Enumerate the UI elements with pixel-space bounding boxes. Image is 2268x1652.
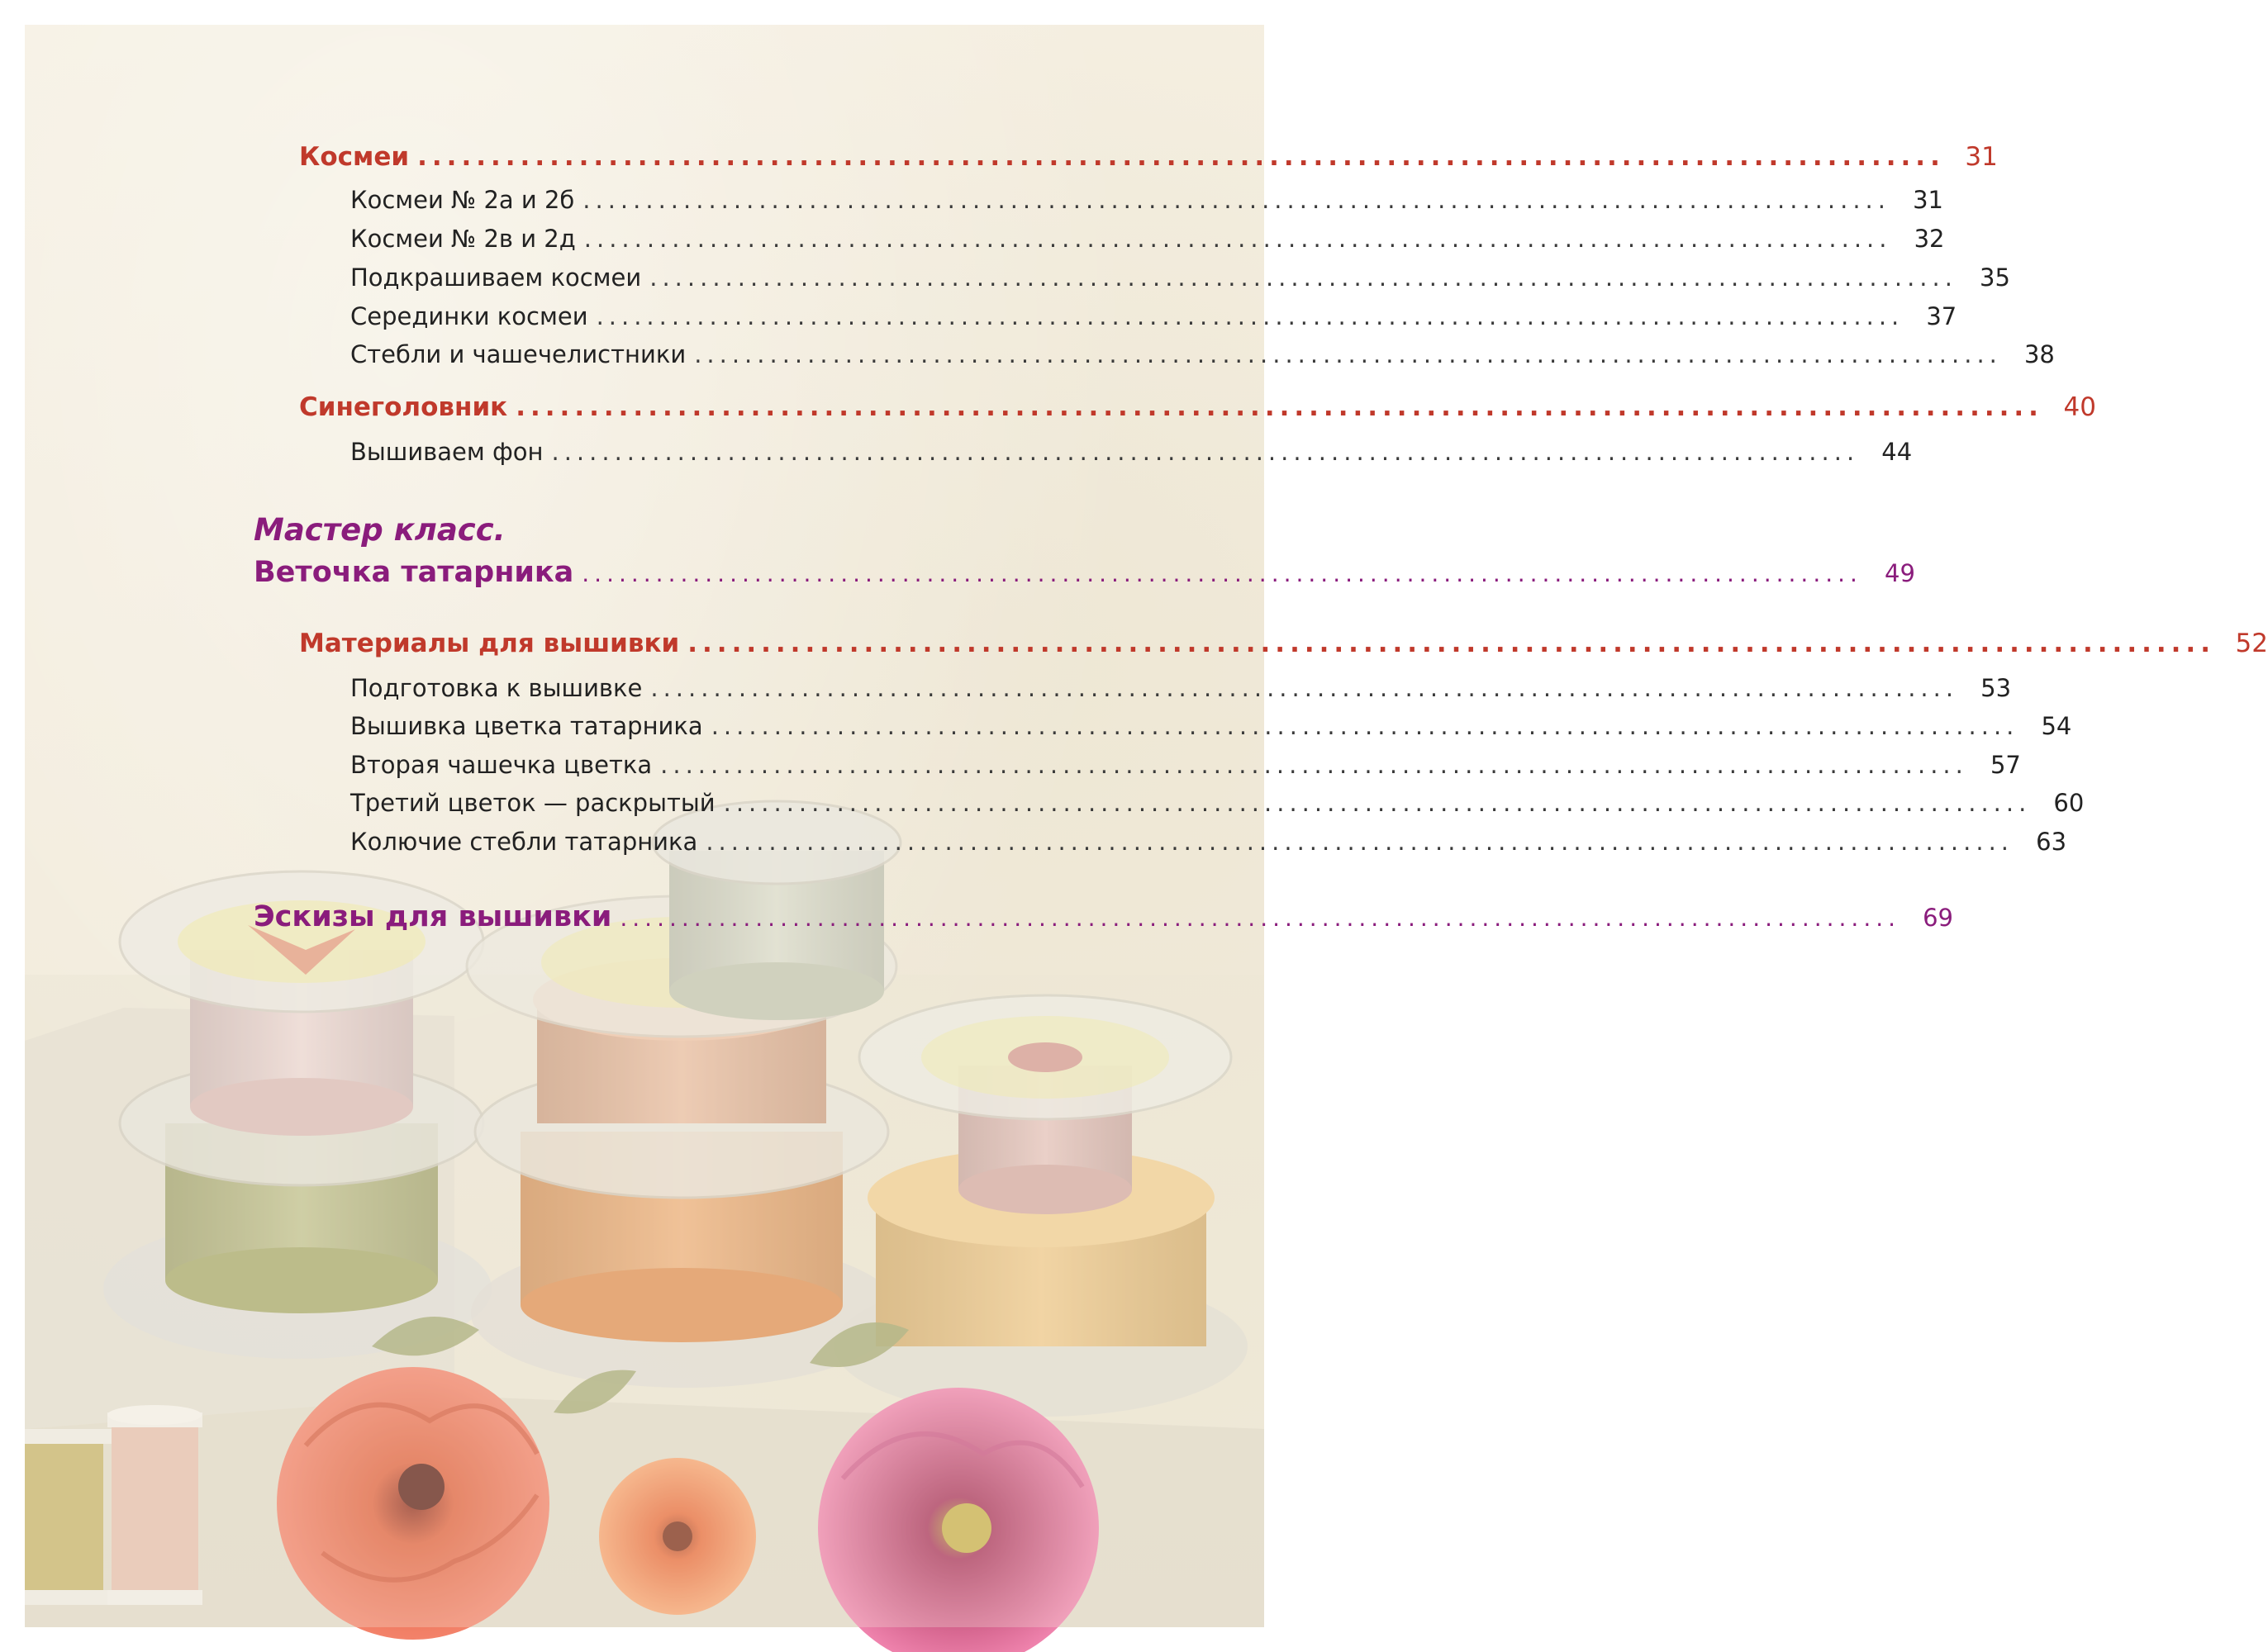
toc-title: Стебли и чашечелистники xyxy=(350,340,687,368)
toc-entry[interactable] xyxy=(350,225,1945,253)
toc-entry[interactable] xyxy=(350,712,2072,740)
toc-page-number: 35 xyxy=(1980,263,2010,292)
toc-entry[interactable] xyxy=(350,263,2010,292)
toc-entry[interactable] xyxy=(350,302,1957,330)
toc-leader: ........................................................................................................ xyxy=(417,142,1945,172)
toc-entry[interactable] xyxy=(299,629,2268,658)
toc-page-number: 54 xyxy=(2041,712,2072,740)
toc-entry[interactable] xyxy=(254,556,1915,589)
toc-entry[interactable] xyxy=(350,751,2021,779)
toc-leader: ........................................................................................................ xyxy=(596,302,1904,330)
toc-title: Космеи № 2а и 2б xyxy=(350,186,575,214)
toc-page-number: 31 xyxy=(1913,186,1943,214)
table-of-contents xyxy=(25,25,2268,1016)
masterclass-kicker: Мастер класс. xyxy=(254,512,506,548)
toc-title: Вторая чашечка цветка xyxy=(350,751,653,779)
toc-page-number: 57 xyxy=(1990,751,2021,779)
toc-entry[interactable] xyxy=(350,789,2085,817)
toc-title: Колючие стебли татарника xyxy=(350,828,698,856)
toc-title: Космеи xyxy=(299,142,410,172)
book-page xyxy=(25,25,2268,1627)
toc-entry[interactable] xyxy=(350,828,2067,856)
toc-entry[interactable] xyxy=(299,392,2096,422)
toc-entry[interactable] xyxy=(350,674,2012,702)
toc-title: Веточка татарника xyxy=(254,556,574,589)
toc-leader: ........................................................................................................ xyxy=(723,789,2032,817)
toc-leader: ........................................................................................................ xyxy=(660,751,1968,779)
toc-page-number: 69 xyxy=(1923,904,1954,932)
toc-page-number: 38 xyxy=(2023,340,2055,368)
toc-leader: ........................................................................................................ xyxy=(582,186,1890,214)
toc-page-number: 53 xyxy=(1980,674,2012,702)
toc-title: Подкрашиваем космеи xyxy=(350,263,642,292)
toc-leader: ........................................................................................................ xyxy=(687,629,2215,658)
toc-leader: ........................................................................................................ xyxy=(706,828,2014,856)
toc-entry[interactable] xyxy=(350,438,1913,466)
toc-page-number: 31 xyxy=(1965,142,1998,172)
toc-leader: ........................................................................................................ xyxy=(650,674,1959,702)
toc-page-number: 63 xyxy=(2036,828,2067,856)
toc-title: Эскизы для вышивки xyxy=(254,900,612,933)
toc-leader: ........................................................................................................ xyxy=(551,438,1860,466)
toc-entry[interactable] xyxy=(350,340,2055,368)
toc-leader: ........................................................................................................ xyxy=(582,560,1862,587)
toc-page-number: 40 xyxy=(2063,392,2096,422)
toc-title: Материалы для вышивки xyxy=(299,629,680,658)
toc-page-number: 32 xyxy=(1914,225,1945,253)
toc-title: Подготовка к вышивке xyxy=(350,674,643,702)
toc-page-number: 44 xyxy=(1881,438,1913,466)
toc-leader: ........................................................................................................ xyxy=(711,712,2019,740)
toc-title: Космеи № 2в и 2д xyxy=(350,225,576,253)
toc-leader: ........................................................................................................ xyxy=(694,340,2002,368)
toc-leader: ........................................................................................................ xyxy=(583,225,1892,253)
toc-title: Вышиваем фон xyxy=(350,438,544,466)
toc-leader: ........................................................................................................ xyxy=(620,904,1901,932)
toc-entry[interactable] xyxy=(254,900,1954,933)
toc-page-number: 37 xyxy=(1926,302,1957,330)
toc-page-number: 49 xyxy=(1885,559,1915,587)
toc-leader: ........................................................................................................ xyxy=(516,392,2043,422)
toc-page-number: 60 xyxy=(2053,789,2085,817)
toc-title: Синеголовник xyxy=(299,392,508,422)
toc-entry[interactable] xyxy=(350,186,1943,214)
toc-entry[interactable] xyxy=(299,142,1998,172)
toc-title: Серединки космеи xyxy=(350,302,588,330)
toc-leader: ........................................................................................................ xyxy=(649,263,1957,292)
toc-title: Вышивка цветка татарника xyxy=(350,712,703,740)
toc-title: Третий цветок — раскрытый xyxy=(350,789,716,817)
toc-page-number: 52 xyxy=(2235,629,2268,658)
